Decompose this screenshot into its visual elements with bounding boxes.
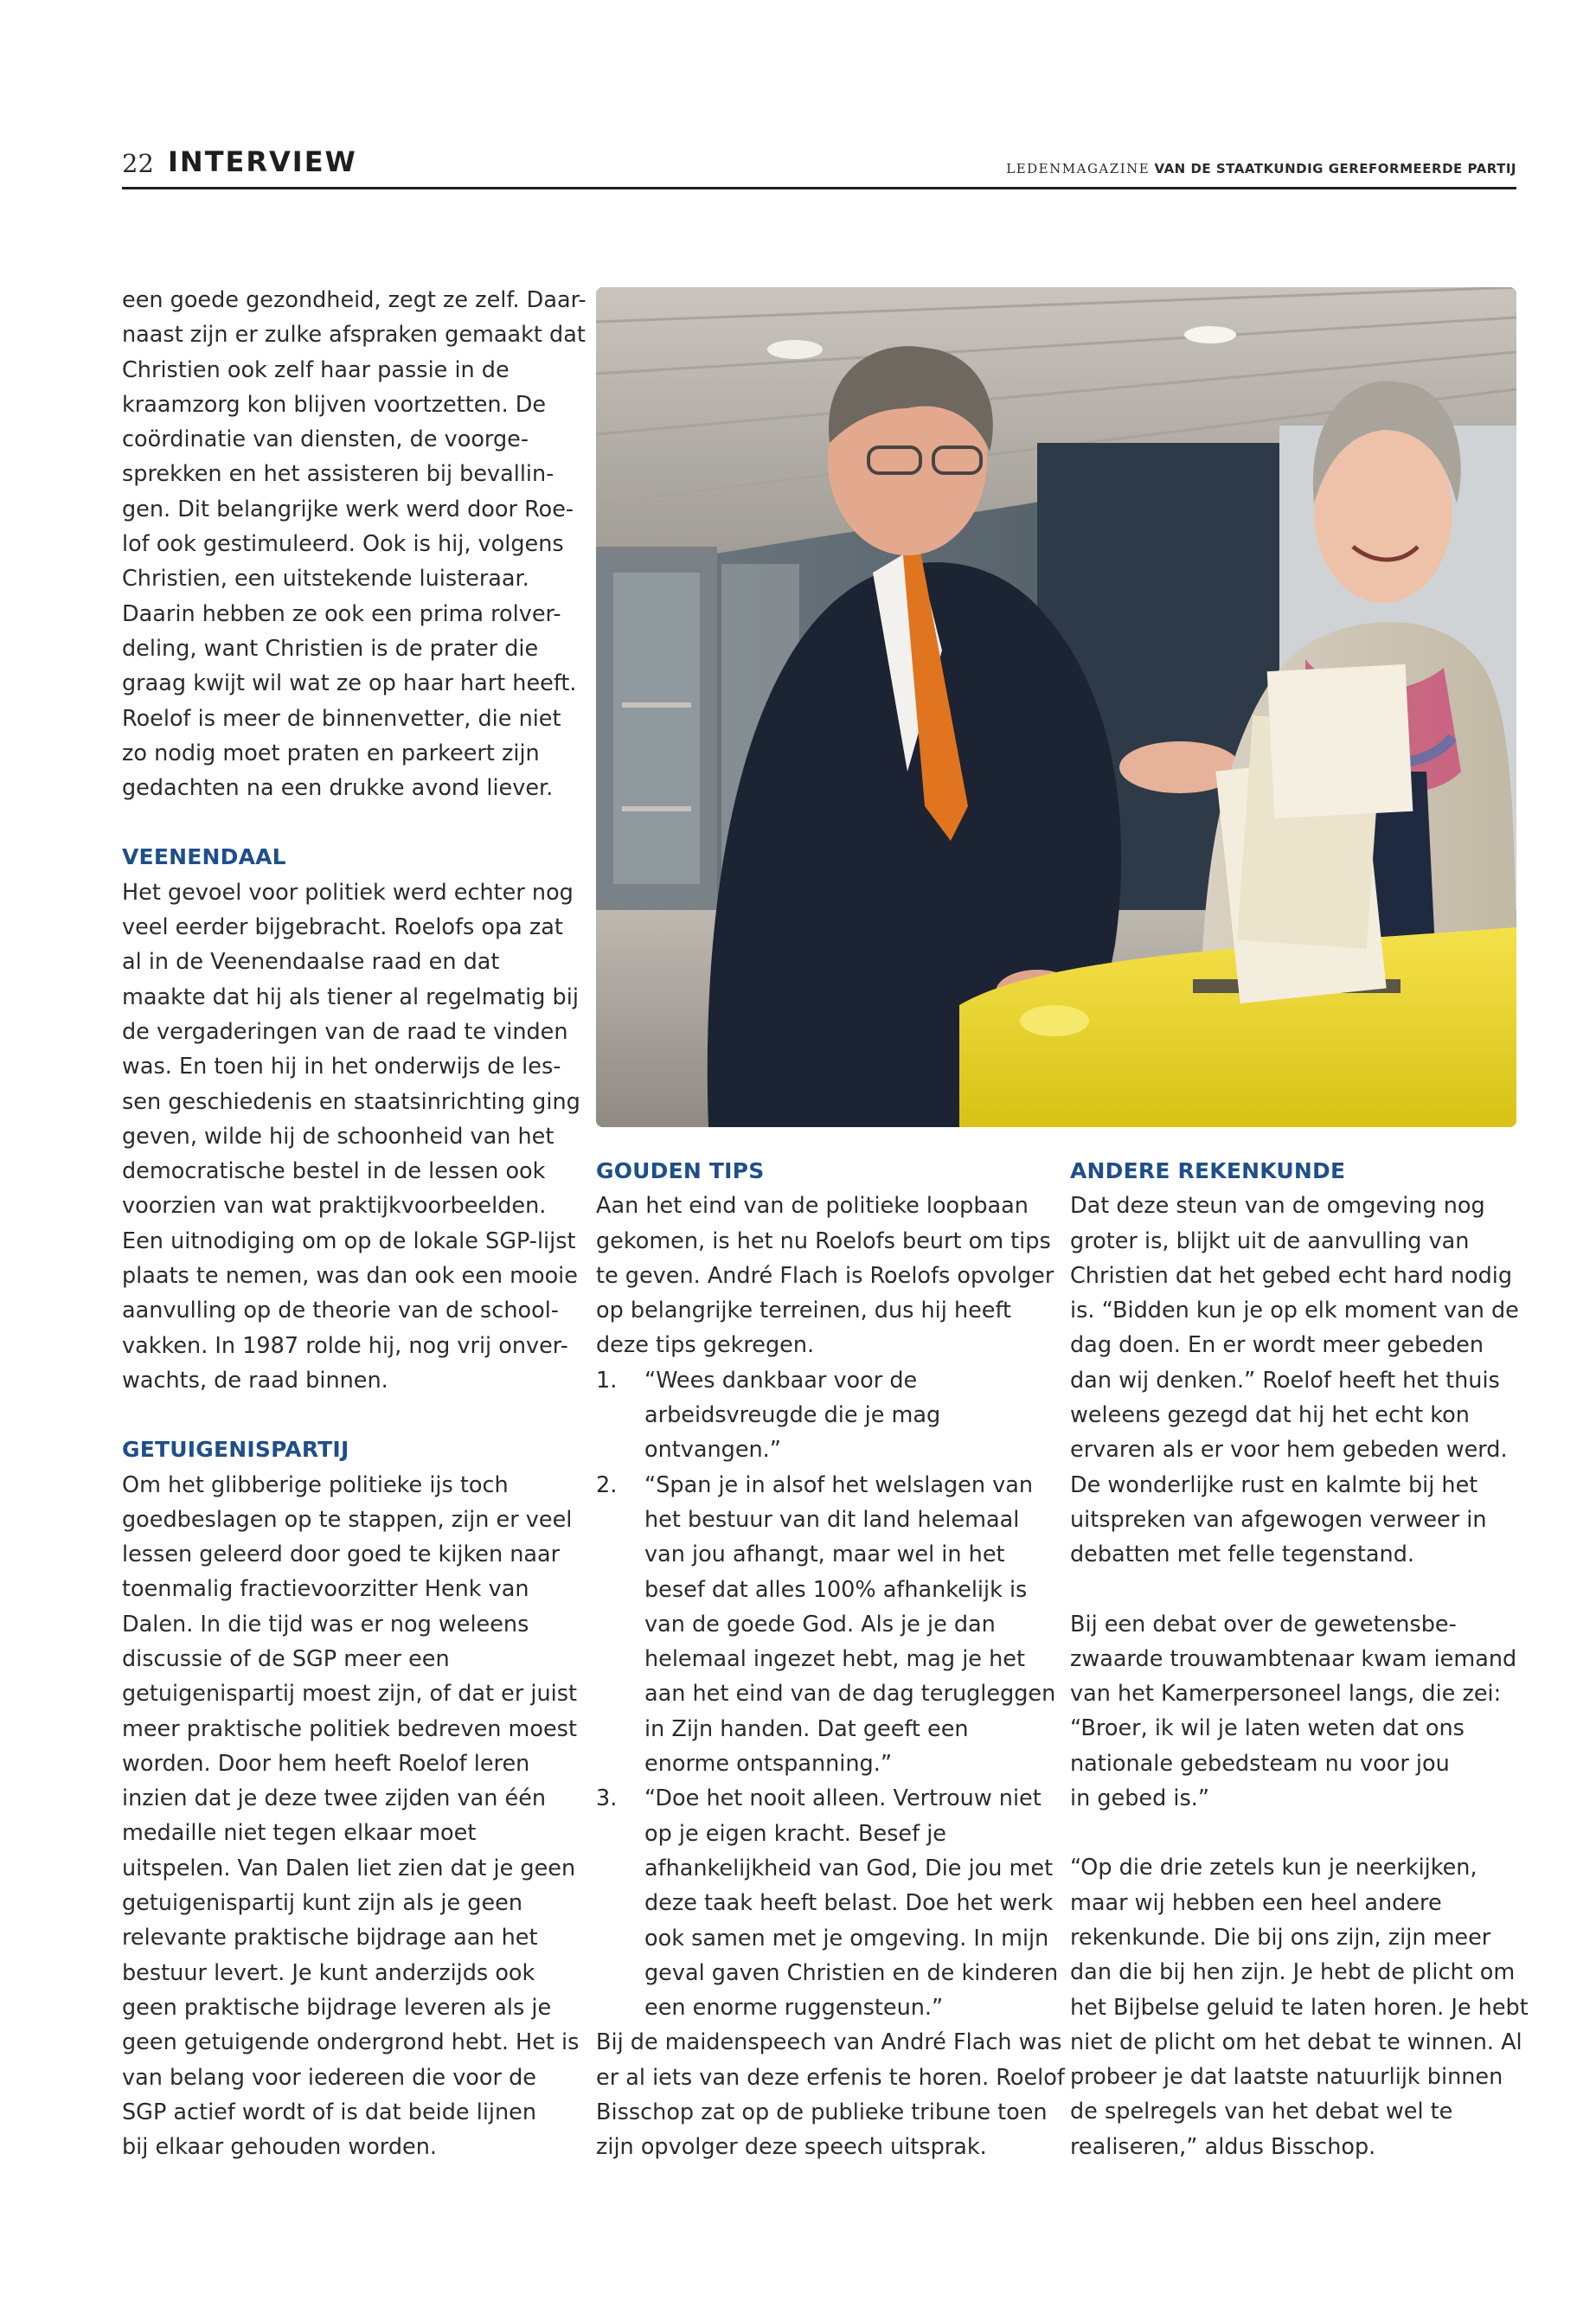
text-line: sprekken en het assisteren bij bevallin- [122,461,554,488]
text-line: enorme ontspanning.” [644,1751,893,1778]
magazine-title-light: LEDENMAGAZINE [1006,161,1151,176]
text-line: sen geschiedenis en staatsinrichting ging [122,1088,580,1115]
text-line: afhankelijkheid van God, Die jou met [644,1855,1054,1881]
text-line: lof ook gestimuleerd. Ook is hij, volgens [122,531,564,558]
text-line: op belangrijke terreinen, dus hij heeft [596,1298,1012,1324]
text-line: gedachten na een drukke avond liever. [122,775,554,802]
tip-item-1 [596,1363,1046,1468]
tip-item-3 [596,1781,1059,2025]
text-line: deze taak heeft belast. Doe het werk [644,1890,1054,1917]
page-number: 22 [122,149,154,178]
text-line: is. “Bidden kun je op elk moment van de [1070,1298,1519,1324]
text-line: bestuur levert. Je kunt anderzijds ook [122,1959,535,1986]
text-line: naast zijn er zulke afspraken gemaakt dat [122,322,586,349]
text-line: groter is, blijkt uit de aanvulling van [1070,1227,1470,1254]
text-line: realiseren,” aldus Bisschop. [1070,2133,1376,2160]
text-line: te geven. André Flach is Roelofs opvolger [596,1262,1054,1289]
text-line: Aan het eind van de politieke loopbaan [596,1193,1029,1220]
text-line: zijn opvolger deze speech uitsprak. [596,2134,987,2161]
tips-list [596,1363,1059,2026]
text-line: een enorme ruggensteun.” [644,1995,944,2022]
maidenspeech-paragraph [596,2025,1065,2164]
text-line: probeer je dat laatste natuurlijk binnen [1070,2064,1503,2091]
text-line: SGP actief wordt of is dat beide lijnen [122,2099,536,2125]
column-1 [122,283,586,2164]
text-line: maakte dat hij als tiener al regelmatig bij [122,984,579,1010]
text-line: gen. Dit belangrijke werk werd door Roe- [122,496,574,522]
tip-number: 2. [596,1471,618,1498]
text-line: Bisschop zat op de publieke tribune toen [596,2099,1048,2126]
text-line: niet de plicht om het debat te winnen. Al [1070,2029,1522,2055]
text-line: besef dat alles 100% afhankelijk is [644,1576,1028,1603]
text-line: graag kwijt wil wat ze op haar hart heeft. [122,670,577,697]
text-line: zwaarde trouwambtenaar kwam iemand [1070,1645,1517,1672]
text-line: geval gaven Christien en de kinderen [644,1959,1059,1986]
text-line: al in de Veenendaalse raad en dat [122,949,500,976]
text-line: Bij de maidenspeech van André Flach was [596,2029,1062,2056]
text-line: ervaren als er voor hem gebeden werd. [1070,1437,1508,1464]
text-line: meer praktische politiek bedreven moest [122,1715,577,1742]
text-line: “Wees dankbaar voor de [644,1367,918,1394]
text-line: Christien, een uitstekende luisteraar. [122,566,529,593]
text-line: er al iets van deze erfenis te horen. Roelof [596,2064,1065,2091]
text-line: maar wij hebben een heel andere [1070,1889,1442,1916]
tip-text [644,1363,1046,1468]
text-line: Dat deze steun van de omgeving nog [1070,1193,1485,1220]
text-line: Om het glibberige politieke ijs toch [122,1471,509,1498]
tip-text [644,1468,1056,1782]
text-line: Daarin hebben ze ook een prima rolver- [122,600,561,627]
text-line: debatten met felle tegenstand. [1070,1541,1414,1568]
text-line: aanvulling op de theorie van de school- [122,1298,559,1324]
text-line: inzien dat je deze twee zijden van één [122,1785,547,1812]
text-line: van het Kamerpersoneel langs, die zei: [1070,1681,1502,1708]
tip-item-2 [596,1468,1056,1782]
heading-andere-rekenkunde: ANDERE REKENKUNDE [1070,1158,1346,1183]
text-line: vakken. In 1987 rolde hij, nog vrij onver- [122,1332,568,1359]
text-line: ook samen met je omgeving. In mijn [644,1925,1049,1952]
getuigenispartij-paragraph [122,1468,580,2165]
text-line: de vergaderingen van de raad te vinden [122,1018,568,1045]
text-line: “Doe het nooit alleen. Vertrouw niet [644,1785,1042,1812]
veenendaal-paragraph [122,875,580,1398]
text-line: voorzien van wat praktijkvoorbeelden. [122,1193,547,1220]
text-line: van jou afhangt, maar wel in het [644,1541,1005,1568]
text-line: getuigenispartij moest zijn, of dat er juist [122,1681,578,1708]
text-line: geen praktische bijdrage leveren als je [122,1994,552,2021]
text-line: Christien dat het gebed echt hard nodig [1070,1262,1513,1289]
text-line: nationale gebedsteam nu voor jou [1070,1750,1450,1777]
text-line: relevante praktische bijdrage aan het [122,1925,538,1952]
text-line: weleens gezegd dat hij het echt kon [1070,1402,1470,1429]
text-line: het bestuur van dit land helemaal [644,1506,1020,1533]
page-header [122,145,1516,190]
text-line: kraamzorg kon blijven voortzetten. De [122,391,547,418]
column-2 [596,1154,1065,2165]
text-line: De wonderlijke rust en kalmte bij het [1070,1471,1478,1498]
text-line: gekomen, is het nu Roelofs beurt om tips [596,1227,1051,1254]
header-rule [122,187,1516,189]
text-line: uitspreken van afgewogen verweer in [1070,1506,1487,1533]
text-line: rekenkunde. Die bij ons zijn, zijn meer [1070,1924,1491,1951]
text-line: toenmalig fractievoorzitter Henk van [122,1576,529,1603]
text-line: arbeidsvreugde die je mag [644,1402,941,1429]
tip-text [644,1781,1059,2025]
text-line: de spelregels van het debat wel te [1070,2099,1453,2125]
text-line: “Op die drie zetels kun je neerkijken, [1070,1855,1477,1881]
text-line: helemaal ingezet hebt, mag je het [644,1646,1025,1673]
text-line: worden. Door hem heeft Roelof leren [122,1750,530,1777]
text-line: Een uitnodiging om op de lokale SGP-lijst [122,1227,576,1254]
text-line: in Zijn handen. Dat geeft een [644,1715,969,1742]
text-line: dan wij denken.” Roelof heeft het thuis [1070,1367,1500,1394]
text-line: “Span je in alsof het welslagen van [644,1471,1033,1498]
text-line: geven, wilde hij de schoonheid van het [122,1123,554,1150]
text-line: wachts, de raad binnen. [122,1367,388,1394]
text-line: “Broer, ik wil je laten weten dat ons [1070,1715,1465,1742]
text-line: van de goede God. Als je je dan [644,1611,996,1638]
text-line: deze tips gekregen. [596,1332,815,1359]
text-line: ontvangen.” [644,1437,781,1464]
text-line: democratische bestel in de lessen ook [122,1158,546,1185]
text-line: bij elkaar gehouden worden. [122,2134,437,2161]
heading-gouden-tips: GOUDEN TIPS [596,1158,765,1183]
text-line: uitspelen. Van Dalen liet zien dat je geen [122,1855,576,1881]
intro-paragraph [122,283,586,805]
text-line: in gebed is.” [1070,1785,1210,1812]
text-line: deling, want Christien is de prater die [122,635,539,662]
text-line: Roelof is meer de binnenvetter, die niet [122,705,561,732]
text-line: plaats te nemen, was dan ook een mooie [122,1263,578,1290]
text-line: van belang voor iedereen die voor de [122,2064,536,2091]
text-line: was. En toen hij in het onderwijs de les- [122,1054,561,1080]
text-line: discussie of de SGP meer een [122,1645,450,1672]
heading-getuigenispartij: GETUIGENISPARTIJ [122,1437,349,1463]
section-title: INTERVIEW [168,145,357,178]
text-line: zo nodig moet praten en parkeert zijn [122,740,540,766]
column-3 [1070,1154,1529,2164]
tips-intro-paragraph [596,1189,1054,1362]
article-photo [596,287,1516,1127]
tip-number: 1. [596,1367,618,1394]
rekenkunde-paragraph [1070,1850,1529,2164]
text-line: op je eigen kracht. Besef je [644,1820,946,1847]
text-line: Bij een debat over de gewetensbe- [1070,1611,1457,1638]
debate-paragraph [1070,1607,1520,1817]
text-line: het Bijbelse geluid te laten horen. Je hebt [1070,1994,1529,2021]
text-line: Christien ook zelf haar passie in de [122,356,510,383]
tip-number: 3. [596,1785,618,1812]
heading-veenendaal: VEENENDAAL [122,844,286,870]
text-line: Dalen. In die tijd was er nog weleens [122,1611,529,1638]
text-line: aan het eind van de dag terugleggen [644,1681,1056,1708]
magazine-title [1006,161,1516,176]
text-line: veel eerder bijgebracht. Roelofs opa zat [122,914,563,941]
text-line: goedbeslagen op te stappen, zijn er veel [122,1506,573,1533]
text-line: lessen geleerd door goed te kijken naar [122,1541,561,1568]
prayer-paragraph [1070,1189,1520,1572]
text-line: Het gevoel voor politiek werd echter nog [122,879,574,906]
text-line: een goede gezondheid, zegt ze zelf. Daar- [122,287,586,313]
magazine-title-bold: VAN DE STAATKUNDIG GEREFORMEERDE PARTIJ [1154,161,1516,176]
voting-photo-illustration [596,287,1516,1127]
text-line: coördinatie van diensten, de voorge- [122,426,529,453]
text-line: dan die bij hen zijn. Je hebt de plicht om [1070,1959,1516,1986]
text-line: dag doen. En er wordt meer gebeden [1070,1332,1484,1359]
text-line: geen getuigende ondergrond hebt. Het is [122,2029,580,2056]
text-line: medaille niet tegen elkaar moet [122,1820,477,1847]
text-line: getuigenispartij kunt zijn als je geen [122,1890,523,1917]
